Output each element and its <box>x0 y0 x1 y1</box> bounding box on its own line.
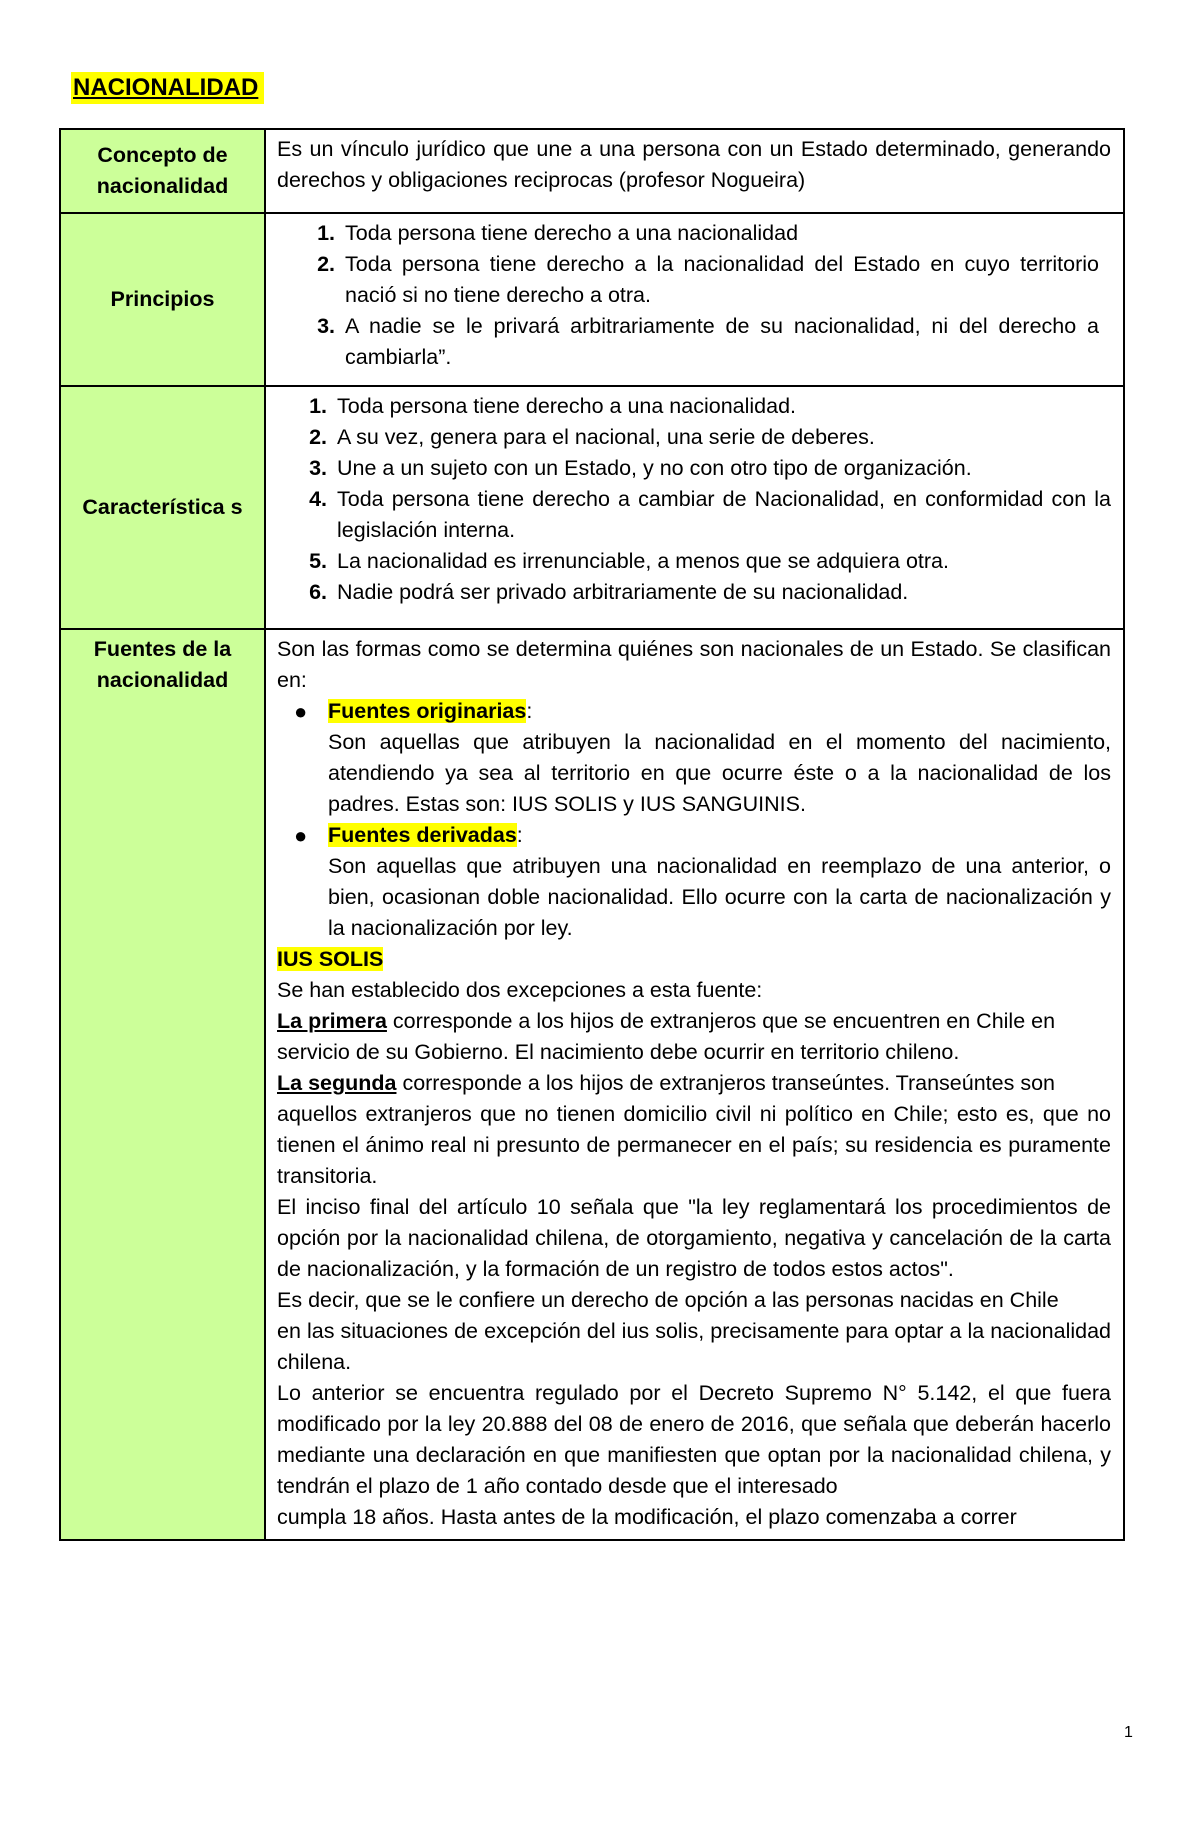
label-fuentes: Fuentes de la nacionalidad <box>60 629 265 1540</box>
row-principios <box>60 213 1124 386</box>
list-item: 6. Nadie podrá ser privado arbitrariamente de su nacionalidad. <box>333 577 1111 608</box>
row-concepto <box>60 129 1124 213</box>
primera-text-b: servicio de su Gobierno. El nacimiento debe ocurrir en territorio chileno. <box>277 1040 960 1064</box>
list-item: 2. A su vez, genera para el nacional, una serie de deberes. <box>333 422 1111 453</box>
page-title: NACIONALIDAD <box>71 72 264 104</box>
segunda-excepcion <box>277 1068 1111 1099</box>
fuentes-intro: Son las formas como se determina quiénes son nacionales de un Estado. Se clasifican en: <box>277 637 1111 692</box>
primera-text-a: corresponde a los hijos de extranjeros que se encuentren en Chile en <box>386 1009 1056 1033</box>
fuentes-list <box>277 696 1111 944</box>
decreto-paragraph-a: Lo anterior se encuentra regulado por el Decreto Supremo N° 5.142, el que fuera modificado por la ley 20.888 del 08 de enero de 2016, que señala que deberán hacerlo mediante una declaración en que manifiesten que optan por la nacionalidad chilena, y tendrán el plazo de 1 año contado desde que el interesado <box>277 1381 1111 1498</box>
list-item: ● Fuentes originarias: Son aquellas que atribuyen la nacionalidad en el momento del nacimiento, atendiendo ya sea al territorio en que ocurre éste o a la nacionalidad de los padres. Estas son: IUS SOLIS y IUS SANGUINIS. <box>328 696 1111 820</box>
primera-excepcion <box>277 1006 1111 1037</box>
bullet-icon: ● <box>294 699 308 724</box>
list-item: 3. Une a un sujeto con un Estado, y no con otro tipo de organización. <box>333 453 1111 484</box>
principios-list <box>277 218 1111 373</box>
fuentes-originarias-heading: Fuentes originarias <box>328 699 527 723</box>
list-item: 3. A nadie se le privará arbitrariamente de su nacionalidad, ni del derecho a cambiarla”. <box>341 311 1099 373</box>
label-caracteristicas: Característica s <box>60 386 265 629</box>
decreto-paragraph-b: cumpla 18 años. Hasta antes de la modificación, el plazo comenzaba a correr <box>277 1505 1017 1529</box>
excepciones-intro: Se han establecido dos excepciones a esta fuente: <box>277 978 763 1002</box>
primera-lead: La primera <box>277 1009 387 1033</box>
ius-solis-heading: IUS SOLIS <box>277 947 384 971</box>
content-fuentes <box>265 629 1124 1540</box>
nacionalidad-table <box>59 128 1125 1541</box>
list-item: ● Fuentes derivadas: Son aquellas que atribuyen una nacionalidad en reemplazo de una anterior, o bien, ocasionan doble nacionalidad. Ello ocurre con la carta de nacionalización y la nacionalización por ley. <box>328 820 1111 944</box>
fuentes-originarias-text: Son aquellas que atribuyen la nacionalidad en el momento del nacimiento, atendiendo ya sea al territorio en que ocurre éste o a la nacionalidad de los padres. Estas son: IUS SOLIS y IUS SANGUINIS. <box>328 730 1111 816</box>
row-caracteristicas <box>60 386 1124 629</box>
inciso-final-paragraph: El inciso final del artículo 10 señala que "la ley reglamentará los procedimientos de opción por la nacionalidad chilena, de otorgamiento, negativa y cancelación de la carta de nacionalización, y la formación de un registro de todos estos actos". <box>277 1195 1111 1281</box>
caracteristicas-list <box>277 391 1111 608</box>
row-fuentes <box>60 629 1124 1540</box>
list-item: 1. Toda persona tiene derecho a una nacionalidad. <box>333 391 1111 422</box>
ius-solis-heading-line <box>277 944 1111 975</box>
segunda-text-b: aquellos extranjeros que no tienen domicilio civil ni político en Chile; esto es, que no tienen el ánimo real ni presunto de permanecer en el país; su residencia es puramente transitoria. <box>277 1102 1111 1188</box>
segunda-lead: La segunda <box>277 1071 397 1095</box>
bullet-icon: ● <box>294 823 308 848</box>
list-item: 4. Toda persona tiene derecho a cambiar de Nacionalidad, en conformidad con la legislación interna. <box>333 484 1111 546</box>
fuentes-derivadas-heading: Fuentes derivadas <box>328 823 517 847</box>
es-decir-paragraph-a: Es decir, que se le confiere un derecho de opción a las personas nacidas en Chile <box>277 1288 1059 1312</box>
content-principios <box>265 213 1124 386</box>
content-caracteristicas <box>265 386 1124 629</box>
es-decir-paragraph-b: en las situaciones de excepción del ius solis, precisamente para optar a la nacionalidad chilena. <box>277 1319 1111 1374</box>
fuentes-derivadas-text: Son aquellas que atribuyen una nacionalidad en reemplazo de una anterior, o bien, ocasionan doble nacionalidad. Ello ocurre con la carta de nacionalización y la nacionalización por ley. <box>328 854 1111 940</box>
page-number: 1 <box>1124 1724 1133 1741</box>
list-item: 5. La nacionalidad es irrenunciable, a menos que se adquiera otra. <box>333 546 1111 577</box>
content-concepto: Es un vínculo jurídico que une a una persona con un Estado determinado, generando derechos y obligaciones reciprocas (profesor Nogueira) <box>265 129 1124 213</box>
segunda-text-a: corresponde a los hijos de extranjeros transeúntes. Transeúntes son <box>396 1071 1055 1095</box>
label-concepto: Concepto de nacionalidad <box>60 129 265 213</box>
list-item: 2. Toda persona tiene derecho a la nacionalidad del Estado en cuyo territorio nació si no tiene derecho a otra. <box>341 249 1099 311</box>
label-principios: Principios <box>60 213 265 386</box>
list-item: 1. Toda persona tiene derecho a una nacionalidad <box>341 218 1099 249</box>
